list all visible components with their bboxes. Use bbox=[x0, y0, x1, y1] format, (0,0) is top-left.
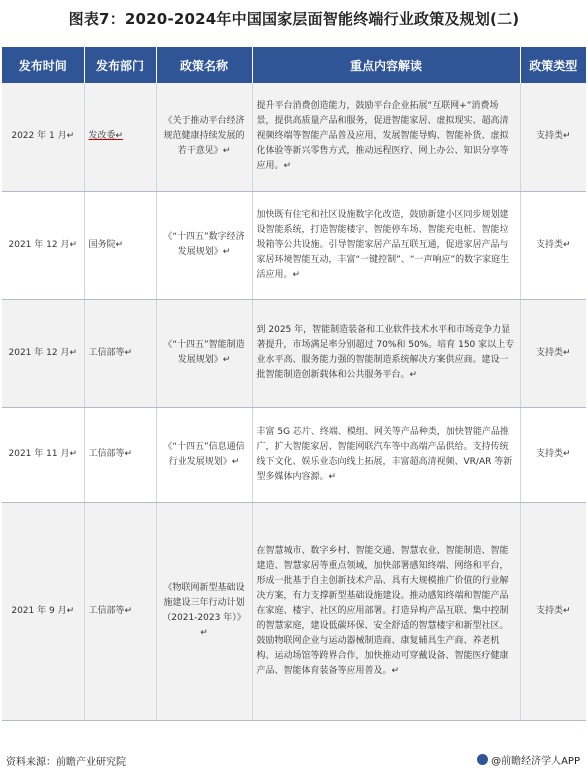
header-date: 发布时间 bbox=[2, 47, 84, 83]
cell-type: 支持类↵ bbox=[520, 191, 586, 299]
header-dept: 发布部门 bbox=[84, 47, 156, 83]
cell-dept bbox=[84, 83, 156, 191]
cell-content: 加快既有住宅和社区设施数字化改造，鼓励新建小区同步规划建设智能系统，打造智能楼宇、智能停车场、智能充电桩、智能垃圾箱等公共设施。引导智能家居产品互联互通，促进家居产品与家居环境智能互动，丰富“一键控制”、“一声响应”的数字家庭生活应用。↵ bbox=[252, 191, 520, 299]
cell-date: 2022 年 1 月↵ bbox=[2, 83, 84, 191]
cell-type: 支持类↵ bbox=[520, 407, 586, 502]
source-note: 资料来源：前瞻产业研究院 bbox=[6, 757, 126, 768]
cell-dept: 工信部等↵ bbox=[84, 502, 156, 720]
page-title: 图表7：2020-2024年中国国家层面智能终端行业政策及规划(二) bbox=[68, 10, 520, 28]
cell-content: 丰富 5G 芯片、终端、模组、网关等产品种类，加快智能产品推广，扩大智能家居、智能网联汽车等中高端产品供给。支持传统线下文化、娱乐业态向线上拓展，丰富超高清视频、VR/AR 等新型多媒体内容源。↵ bbox=[252, 407, 520, 502]
cell-policy-name: 《物联网新型基础设施建设三年行动计划（2021-2023 年）》↵ bbox=[156, 502, 252, 720]
header-type: 政策类型 bbox=[520, 47, 586, 83]
cell-date: 2021 年 12 月↵ bbox=[2, 191, 84, 299]
table-row bbox=[2, 83, 586, 191]
cell-date: 2021 年 12 月↵ bbox=[2, 299, 84, 407]
brand-text: @前瞻经济学人APP bbox=[491, 756, 580, 767]
cell-content: 提升平台消费创造能力，鼓励平台企业拓展“互联网+”消费场景，提供高质量产品和服务，促进智能家居、虚拟现实、超高清视频终端等智能产品普及应用，发展智能导购、智能补货、虚拟化体验等新兴零售方式，推动远程医疗、网上办公、知识分享等应用。↵ bbox=[252, 83, 520, 191]
cell-type: 支持类↵ bbox=[520, 299, 586, 407]
cell-date: 2021 年 9 月↵ bbox=[2, 502, 84, 720]
cell-policy-name: 《“十四五”数字经济发展规划》↵ bbox=[156, 191, 252, 299]
cell-type: 支持类↵ bbox=[520, 502, 586, 720]
cell-dept: 工信部等↵ bbox=[84, 407, 156, 502]
table-row bbox=[2, 407, 586, 502]
cell-policy-name: 《“十四五”信息通信行业发展规划》↵ bbox=[156, 407, 252, 502]
table-header-row bbox=[2, 47, 586, 83]
policy-table bbox=[2, 47, 586, 721]
cell-dept: 工信部等↵ bbox=[84, 299, 156, 407]
dept-text: 发改委↵ bbox=[88, 131, 124, 142]
table-row bbox=[2, 191, 586, 299]
cell-date: 2021 年 11 月↵ bbox=[2, 407, 84, 502]
header-policy-name: 政策名称 bbox=[156, 47, 252, 83]
cell-policy-name: 《关于推动平台经济规范健康持续发展的若干意见》↵ bbox=[156, 83, 252, 191]
cell-content: 到 2025 年，智能制造装备和工业软件技术水平和市场竞争力显著提升，市场满足率分别超过 70%和 50%。培育 150 家以上专业水平高、服务能力强的智能制造系统解决方案供应商。建设一批智能制造创新载体和公共服务平台。↵ bbox=[252, 299, 520, 407]
header-content: 重点内容解读 bbox=[252, 47, 520, 83]
cell-dept: 国务院↵ bbox=[84, 191, 156, 299]
table-row bbox=[2, 502, 586, 720]
cell-policy-name: 《“十四五”智能制造发展规划》↵ bbox=[156, 299, 252, 407]
cell-type: 支持类↵ bbox=[520, 83, 586, 191]
table-row bbox=[2, 299, 586, 407]
brand-credit bbox=[477, 752, 580, 767]
qianzhan-logo-icon bbox=[477, 754, 488, 765]
cell-content: 在智慧城市、数字乡村、智能交通、智慧农业、智能制造、智能建造、智慧家居等重点领域，加快部署感知终端、网络和平台，形成一批基于自主创新技术产品、具有大规模推广价值的行业解决方案，有力支撑新型基础设施建设。推动感知终端和智能产品在家庭、楼宇、社区的应用部署。打造异构产品互联、集中控制的智慧家庭，建设低碳环保、安全舒适的智慧楼宇和新型社区。鼓励物联网企业与运动器械制造商、康复辅具生产商、养老机构、运动场馆等跨界合作，加快推动可穿戴设备、智能医疗健康产品、智能体育装备等应用普及。↵ bbox=[252, 502, 520, 720]
